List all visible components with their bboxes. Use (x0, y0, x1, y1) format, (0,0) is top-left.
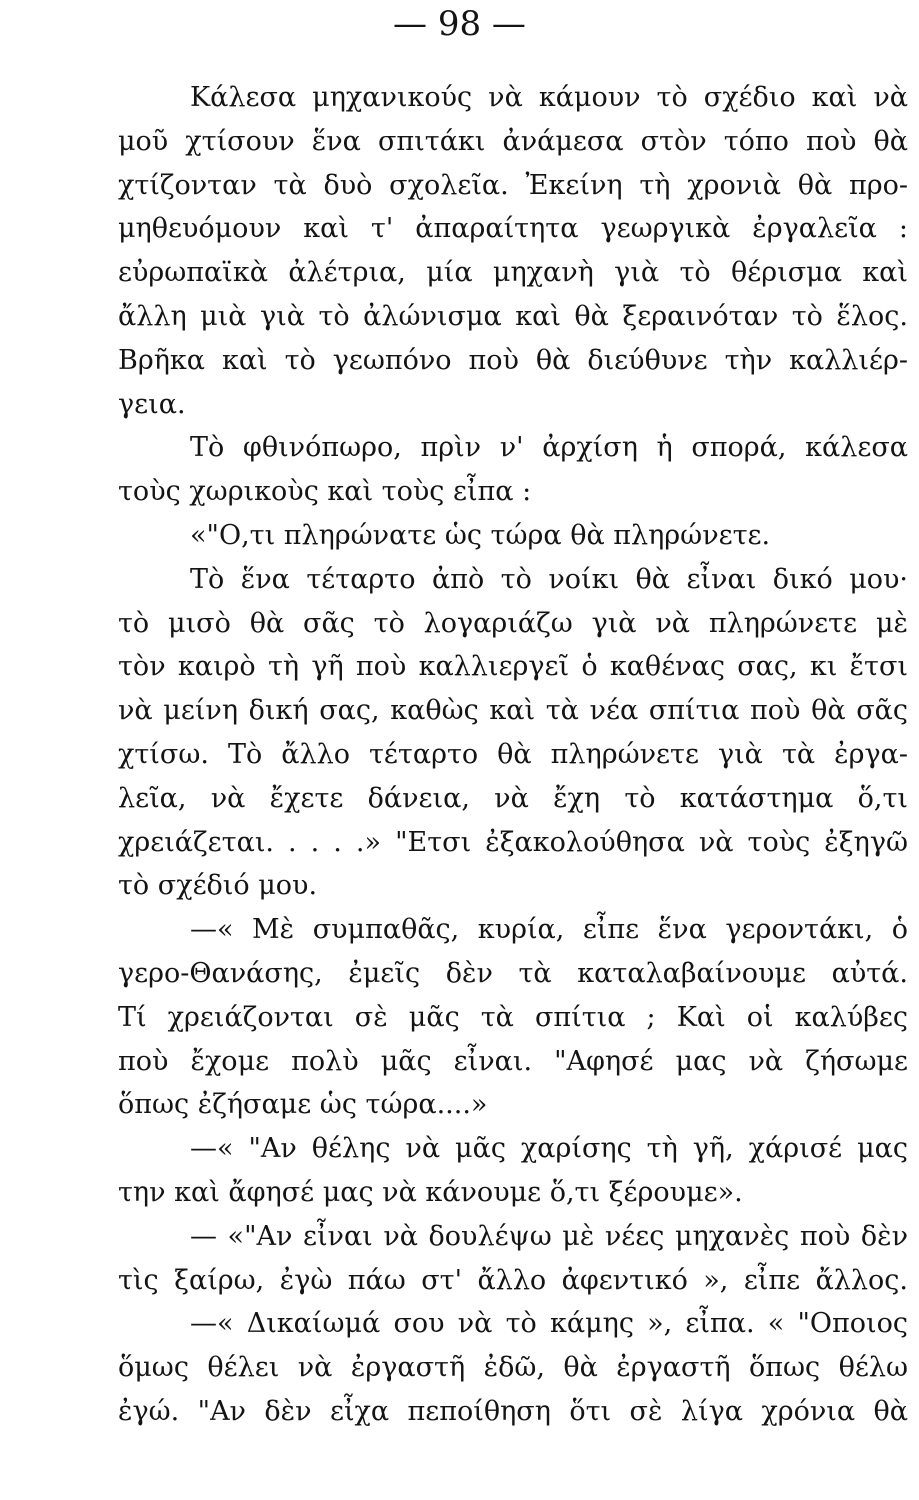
text-line: τὸ μισὸ θὰ σᾶς τὸ λογαριάζω γιὰ νὰ πληρώνετε μὲ (118, 607, 908, 639)
text-line: Τί χρειάζονται σὲ μᾶς τὰ σπίτια ; Καὶ οἱ καλύβες (118, 1001, 908, 1033)
text-line: την καὶ ἄφησέ μας νὰ κάνουμε ὅ,τι ξέρουμε». (118, 1176, 743, 1208)
text-line: —« Μὲ συμπαθᾶς, κυρία, εἶπε ἕνα γεροντάκι, ὁ (190, 914, 908, 946)
text-line: ὅπως ἐζήσαμε ὡς τώρα....» (118, 1089, 488, 1121)
text-line: λεῖα, νὰ ἔχετε δάνεια, νὰ ἔχη τὸ κατάστημα ὅ,τι (118, 782, 908, 814)
text-line: ὅμως θέλει νὰ ἐργαστῆ ἐδῶ, θὰ ἐργαστῆ ὅπως θέλω (118, 1352, 908, 1384)
text-line: μοῦ χτίσουν ἕνα σπιτάκι ἀνάμεσα στὸν τόπο ποὺ θὰ (118, 125, 908, 157)
page-number: — 98 — (393, 4, 526, 44)
text-line: Κάλεσα μηχανικούς νὰ κάμουν τὸ σχέδιο καὶ νὰ (190, 82, 908, 113)
text-line: τὶς ξαίρω, ἐγὼ πάω στ' ἄλλο ἀφεντικό », εἶπε ἄλλος. (118, 1264, 908, 1296)
text-line: «"Ο,τι πληρώνατε ὡς τώρα θὰ πληρώνετε. (190, 519, 771, 551)
text-line: τοὺς χωρικοὺς καὶ τοὺς εἶπα : (118, 476, 532, 508)
text-line: —« "Αν θέλης νὰ μᾶς χαρίσης τὴ γῆ, χάρισέ μας (190, 1133, 908, 1165)
text-line: τὸ σχέδιό μου. (118, 870, 318, 902)
text-line: χτίζονταν τὰ δυὸ σχολεῖα. Ἐκείνη τὴ χρονιὰ θὰ προ- (118, 169, 908, 201)
text-line: νὰ μείνη δική σας, καθὼς καὶ τὰ νέα σπίτια ποὺ θὰ σᾶς (118, 695, 908, 727)
text-line: μηθευόμουν καὶ τ' ἀπαραίτητα γεωργικὰ ἐργαλεῖα : (118, 213, 908, 245)
text-line: χτίσω. Τὸ ἄλλο τέταρτο θὰ πληρώνετε γιὰ τὰ ἐργα- (118, 738, 908, 770)
text-line: Τὸ φθινόπωρο, πρὶν ν' ἀρχίση ἡ σπορά, κάλεσα (190, 432, 908, 464)
text-line: — «"Αν εἶναι νὰ δουλέψω μὲ νέες μηχανὲς ποὺ δὲν (190, 1220, 908, 1252)
text-line: χρειάζεται. . . . .» "Ετσι ἐξακολούθησα νὰ τοὺς ἐξηγῶ (118, 826, 908, 858)
text-line: ποὺ ἔχομε πολὺ μᾶς εἶναι. "Αφησέ μας νὰ ζήσωμε (118, 1045, 908, 1077)
text-line: εὐρωπαϊκὰ ἀλέτρια, μία μηχανὴ γιὰ τὸ θέρισμα καὶ (118, 257, 908, 289)
text-line: Τὸ ἕνα τέταρτο ἀπὸ τὸ νοίκι θὰ εἶναι δικό μου· (190, 563, 908, 595)
text-line: ἄλλη μιὰ γιὰ τὸ ἀλώνισμα καὶ θὰ ξεραινόταν τὸ ἕλος. (118, 300, 908, 332)
text-line: ἐγώ. "Αν δὲν εἶχα πεποίθηση ὅτι σὲ λίγα χρόνια θὰ (118, 1395, 908, 1427)
text-line: Βρῆκα καὶ τὸ γεωπόνο ποὺ θὰ διεύθυνε τὴν καλλιέρ- (118, 344, 908, 376)
text-line: γερο-Θανάσης, ἐμεῖς δὲν τὰ καταλαβαίνουμε αὐτά. (118, 957, 908, 989)
text-line: —« Δικαίωμά σου νὰ τὸ κάμης », εἶπα. « "Οποιος (190, 1308, 908, 1340)
text-line: γεια. (118, 388, 186, 420)
body-text (118, 76, 908, 1434)
text-line: τὸν καιρὸ τὴ γῆ ποὺ καλλιεργεῖ ὁ καθένας σας, κι ἔτσι (118, 651, 908, 683)
